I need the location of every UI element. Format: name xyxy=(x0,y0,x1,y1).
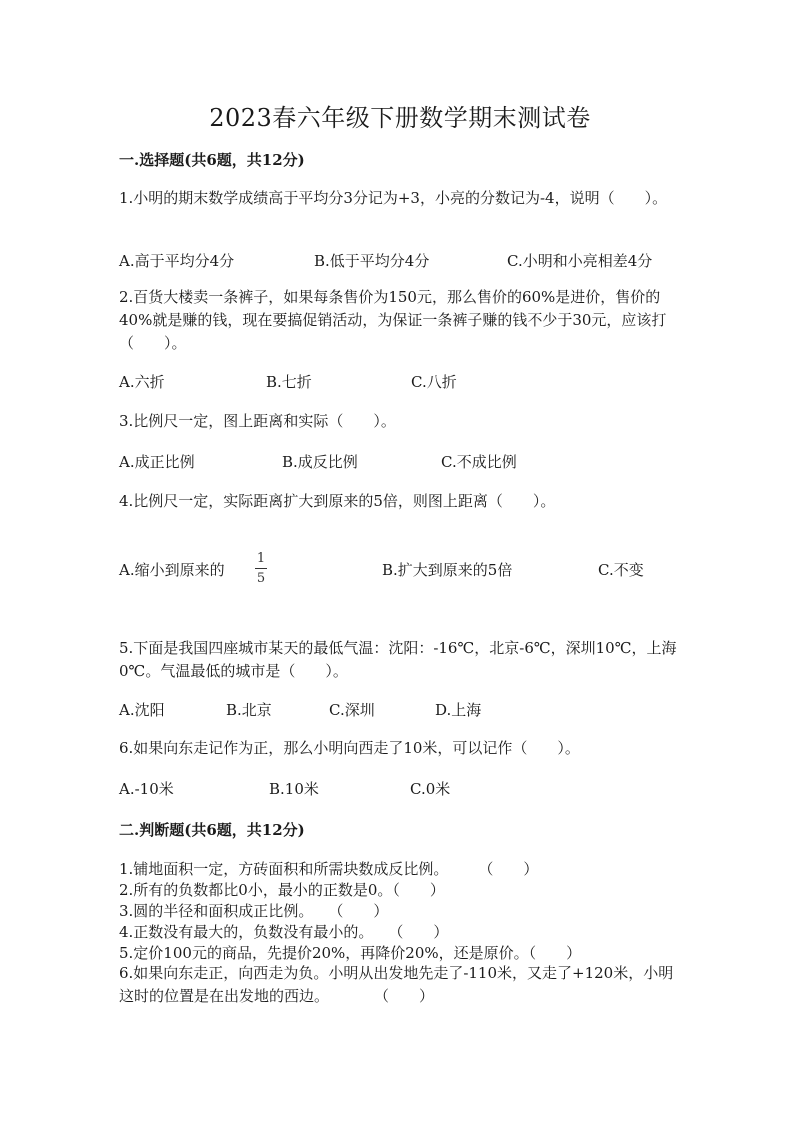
q6-option-b[interactable]: B.10米 xyxy=(269,780,319,798)
judgement-item-6: 6.如果向东走正，向西走为负。小明从出发地先走了-110米，又走了+120米，小明这时的位置是在出发地的西边。 （ ） xyxy=(119,964,674,1005)
q5-option-c[interactable]: C.深圳 xyxy=(329,701,375,719)
section-heading-choice: 一.选择题(共6题，共12分) xyxy=(119,151,305,169)
fraction-denominator: 5 xyxy=(256,571,266,586)
judgement-item-2: 2.所有的负数都比0小，最小的正数是0。（ ） xyxy=(119,881,445,899)
q6-option-a[interactable]: A.-10米 xyxy=(119,780,174,798)
q5-option-b[interactable]: B.北京 xyxy=(226,701,272,719)
q4-option-c[interactable]: C.不变 xyxy=(598,561,644,579)
q3-option-c[interactable]: C.不成比例 xyxy=(441,453,517,471)
fraction-bar xyxy=(255,568,267,569)
judgement-item-3: 3.圆的半径和面积成正比例。 （ ） xyxy=(119,902,389,920)
judgement-item-1: 1.铺地面积一定，方砖面积和所需块数成反比例。 （ ） xyxy=(119,860,539,878)
section-heading-judgement: 二.判断题(共6题，共12分) xyxy=(119,821,305,839)
q4-option-b[interactable]: B.扩大到原来的5倍 xyxy=(382,561,513,579)
page-title: 2023春六年级下册数学期末测试卷 xyxy=(209,104,591,132)
question-2: 2.百货大楼卖一条裤子，如果每条售价为150元，那么售价的60%是进价，售价的40%就是赚的钱，现在要搞促销活动，为保证一条裤子赚的钱不少于30元，应该打（ ）。 xyxy=(119,288,667,352)
q2-option-c[interactable]: C.八折 xyxy=(411,373,457,391)
q1-option-a[interactable]: A.高于平均分4分 xyxy=(119,252,235,270)
q3-option-b[interactable]: B.成反比例 xyxy=(282,453,358,471)
q1-option-b[interactable]: B.低于平均分4分 xyxy=(314,252,430,270)
q2-option-a[interactable]: A.六折 xyxy=(119,373,165,391)
fraction-one-fifth xyxy=(254,551,268,586)
q3-option-a[interactable]: A.成正比例 xyxy=(119,453,195,471)
question-4: 4.比例尺一定，实际距离扩大到原来的5倍，则图上距离（ ）。 xyxy=(119,492,556,510)
q5-option-a[interactable]: A.沈阳 xyxy=(119,701,165,719)
judgement-item-4: 4.正数没有最大的，负数没有最小的。 （ ） xyxy=(119,923,449,941)
q5-option-d[interactable]: D.上海 xyxy=(435,701,482,719)
question-6: 6.如果向东走记作为正，那么小明向西走了10米，可以记作（ ）。 xyxy=(119,739,580,757)
fraction-numerator: 1 xyxy=(256,551,266,566)
q2-option-b[interactable]: B.七折 xyxy=(266,373,312,391)
question-5: 5.下面是我国四座城市某天的最低气温：沈阳：-16℃，北京-6℃，深圳10℃，上海0℃。气温最低的城市是（ ）。 xyxy=(119,639,677,680)
q4-option-a[interactable]: A.缩小到原来的 xyxy=(119,561,225,579)
question-3: 3.比例尺一定，图上距离和实际（ ）。 xyxy=(119,412,396,430)
q6-option-c[interactable]: C.0米 xyxy=(410,780,451,798)
q1-option-c[interactable]: C.小明和小亮相差4分 xyxy=(507,252,653,270)
judgement-item-5: 5.定价100元的商品，先提价20%，再降价20%，还是原价。（ ） xyxy=(119,944,582,962)
question-1: 1.小明的期末数学成绩高于平均分3分记为+3，小亮的分数记为-4，说明（ ）。 xyxy=(119,189,668,207)
